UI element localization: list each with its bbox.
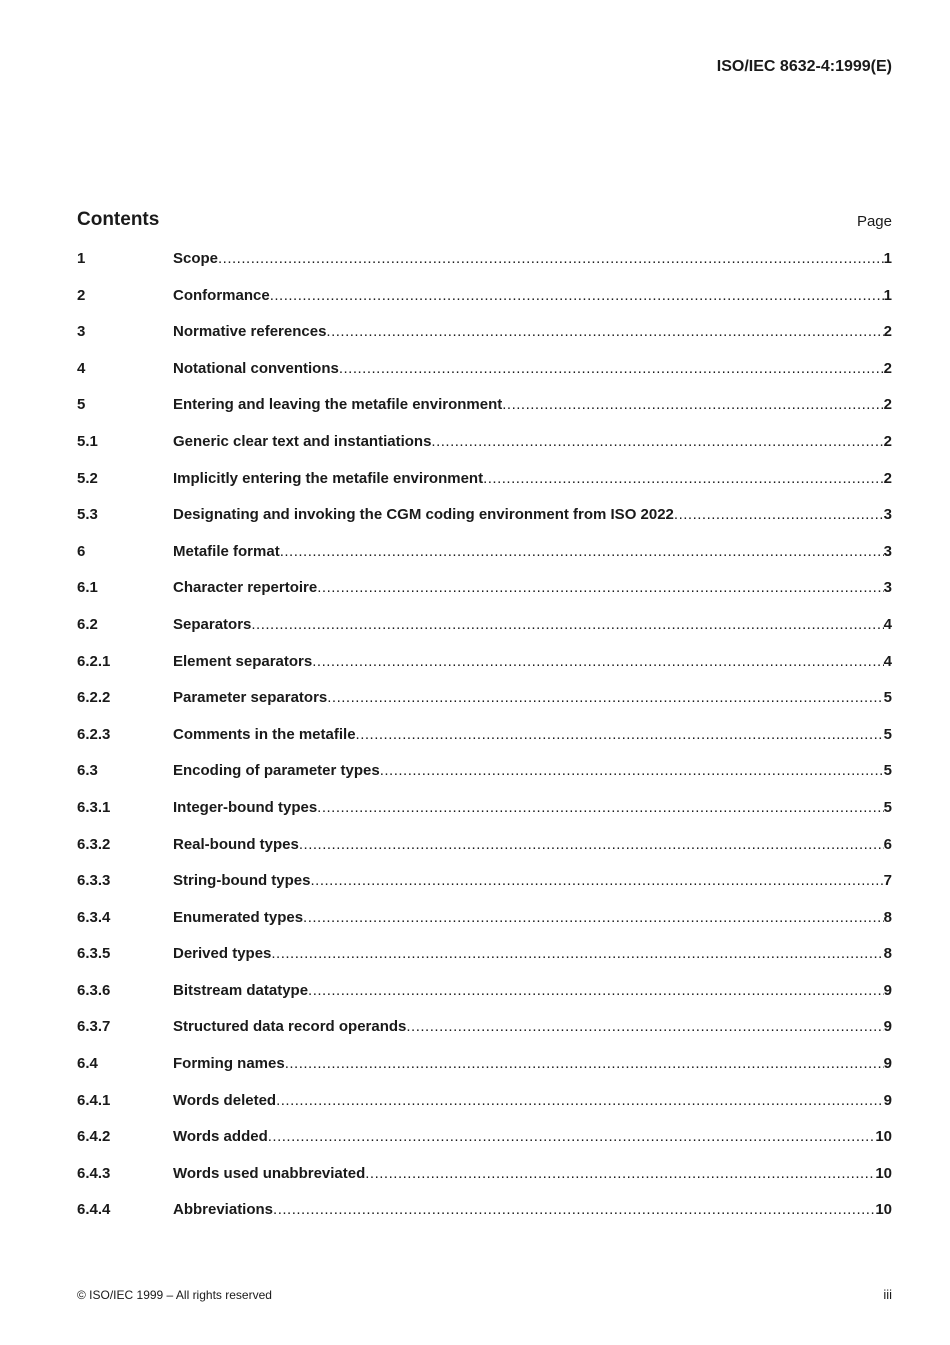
toc-entry-title[interactable]: Notational conventions [173,359,339,377]
toc-entry-page[interactable]: 9 [883,981,892,999]
toc-entry[interactable] [77,1165,892,1202]
toc-entry-title[interactable]: Forming names [173,1055,285,1073]
toc-entry-title-group [173,250,884,267]
toc-entry-title-group [173,543,884,560]
toc-entry-page[interactable]: 1 [883,250,892,267]
toc-entry-number: 5.1 [77,432,98,450]
dot-leader [356,726,884,743]
toc-entry-number: 6.3.3 [77,872,111,890]
toc-entry[interactable] [77,360,892,397]
dot-leader [431,433,883,450]
dot-leader [339,360,884,377]
toc-entry-number: 5.3 [77,506,98,524]
toc-entry-title-group [173,287,884,304]
toc-entry-page[interactable]: 10 [875,1128,892,1146]
toc-entry-title-group [173,762,884,779]
toc-entry-title-group [173,799,884,816]
dot-leader [674,506,884,523]
toc-entry-number: 6.2.3 [77,725,111,743]
toc-entry-page[interactable]: 5 [883,725,892,743]
toc-entry-title-group [173,689,884,706]
toc-entry-title-group [173,1055,884,1072]
toc-entry[interactable] [77,287,892,324]
dot-leader [299,836,884,853]
page-column-label: Page [856,213,892,230]
toc-entry-title[interactable]: Parameter separators [173,689,328,707]
dot-leader [317,799,883,816]
dot-leader [406,1018,883,1035]
toc-entry-number: 6.3 [77,762,98,780]
toc-entry-title[interactable]: Enumerated types [173,908,304,926]
dot-leader [270,287,884,304]
toc-entry-title-group [173,653,884,670]
toc-entry-page[interactable]: 9 [883,1055,892,1073]
toc-entry-title[interactable]: Bitstream datatype [173,981,309,999]
toc-entry-page[interactable]: 3 [883,506,892,524]
toc-entry-page[interactable]: 2 [883,323,892,341]
toc-entry[interactable] [77,799,892,836]
document-identifier: ISO/IEC 8632-4:1999(E) [716,58,892,75]
toc-entry-title-group [173,1165,875,1182]
toc-entry-number: 6.1 [77,579,98,597]
toc-entry-title[interactable]: Real-bound types [173,835,299,853]
page-number: iii [883,1287,892,1302]
toc-entry-page[interactable]: 5 [883,762,892,780]
toc-entry[interactable] [77,433,892,470]
toc-entry-title-group [173,982,884,999]
toc-entry-title[interactable]: Metafile format [173,542,280,560]
toc-entry-title[interactable]: Words added [173,1128,268,1146]
toc-entry-number: 6.4.1 [77,1091,111,1109]
toc-entry-number: 6.4.3 [77,1164,111,1182]
toc-entry-title[interactable]: Designating and invoking the CGM coding environment from ISO 2022 [173,506,674,524]
toc-entry-title[interactable]: String-bound types [173,872,311,890]
toc-entry[interactable] [77,1092,892,1129]
dot-leader [276,1092,884,1109]
dot-leader [303,909,884,926]
toc-entry-number: 6.4 [77,1055,98,1073]
table-of-contents [77,250,892,1238]
toc-entry-title[interactable]: Character repertoire [173,579,318,597]
toc-entry-number: 6.4.4 [77,1201,111,1219]
toc-entry-title-group [173,323,884,340]
toc-entry[interactable] [77,762,892,799]
toc-entry-page[interactable]: 8 [883,945,892,963]
toc-entry[interactable] [77,1201,892,1238]
toc-entry-page[interactable]: 4 [883,615,892,633]
toc-entry-page[interactable]: 2 [883,432,892,450]
toc-entry-number: 2 [77,286,86,304]
toc-entry[interactable] [77,982,892,1019]
toc-entry-title-group [173,470,884,487]
toc-entry-title[interactable]: Entering and leaving the metafile environment [173,396,503,414]
toc-entry-page[interactable]: 5 [883,689,892,707]
toc-entry-title[interactable]: Encoding of parameter types [173,762,380,780]
toc-entry-number: 6 [77,542,86,560]
contents-heading: Contents [77,209,160,230]
toc-entry-page[interactable]: 2 [883,359,892,377]
toc-entry-title-group [173,945,884,962]
toc-entry-title-group [173,1018,884,1035]
toc-entry[interactable] [77,872,892,909]
toc-entry-page[interactable]: 10 [875,1164,892,1182]
toc-entry-page[interactable]: 3 [883,579,892,597]
toc-entry-page[interactable]: 5 [883,798,892,816]
toc-entry-title-group [173,1128,875,1145]
toc-entry[interactable] [77,396,892,433]
toc-entry-title[interactable]: Integer-bound types [173,798,318,816]
toc-entry-title-group [173,396,884,413]
toc-entry-page[interactable]: 1 [883,286,892,304]
toc-entry-title-group [173,726,884,743]
toc-entry[interactable] [77,653,892,690]
toc-entry-title-group [173,909,884,926]
toc-entry-number: 6.2.2 [77,689,111,707]
toc-entry-number: 6.3.5 [77,945,111,963]
toc-entry-title-group [173,579,884,596]
dot-leader [311,872,884,889]
toc-entry[interactable] [77,506,892,543]
toc-entry-number: 6.4.2 [77,1128,111,1146]
dot-leader [308,982,884,999]
toc-entry-title-group [173,506,884,523]
toc-entry[interactable] [77,836,892,873]
toc-entry-number: 6.3.6 [77,981,111,999]
toc-entry-title[interactable]: Comments in the metafile [173,725,356,743]
toc-entry-title-group [173,1092,884,1109]
toc-entry-title[interactable]: Conformance [173,286,270,304]
dot-leader [502,396,883,413]
toc-entry-page[interactable]: 2 [883,469,892,487]
toc-entry-page[interactable]: 7 [883,872,892,890]
toc-entry-title[interactable]: Normative references [173,323,327,341]
toc-entry-page[interactable]: 6 [883,835,892,853]
dot-leader [271,945,883,962]
dot-leader [268,1128,876,1145]
toc-entry[interactable] [77,250,892,287]
toc-entry[interactable] [77,726,892,763]
toc-entry[interactable] [77,616,892,653]
toc-entry-title-group [173,433,884,450]
toc-entry[interactable] [77,1018,892,1055]
toc-entry-title[interactable]: Structured data record operands [173,1018,407,1036]
toc-entry[interactable] [77,323,892,360]
toc-entry[interactable] [77,1128,892,1165]
dot-leader [380,762,884,779]
dot-leader [285,1055,884,1072]
toc-entry-number: 1 [77,250,86,267]
toc-entry-title[interactable]: Element separators [173,652,313,670]
toc-entry-title-group [173,836,884,853]
toc-entry-page[interactable]: 3 [883,542,892,560]
toc-entry[interactable] [77,1055,892,1092]
dot-leader [273,1201,875,1218]
toc-entry-title-group [173,360,884,377]
toc-entry-page[interactable]: 10 [875,1201,892,1219]
toc-entry-page[interactable]: 2 [883,396,892,414]
copyright-notice: © ISO/IEC 1999 – All rights reserved [77,1288,272,1302]
toc-entry-title-group [173,616,884,633]
dot-leader [327,689,883,706]
toc-entry[interactable] [77,579,892,616]
toc-entry[interactable] [77,470,892,507]
toc-entry-number: 6.3.2 [77,835,111,853]
toc-entry-title[interactable]: Scope [173,250,219,267]
toc-entry-title[interactable]: Words used unabbreviated [173,1164,366,1182]
toc-entry-page[interactable]: 8 [883,908,892,926]
toc-entry-page[interactable]: 9 [883,1091,892,1109]
dot-leader [251,616,883,633]
toc-entry-title-group [173,1201,875,1218]
toc-entry[interactable] [77,945,892,982]
toc-entry-title[interactable]: Abbreviations [173,1201,274,1219]
toc-entry-title[interactable]: Words deleted [173,1091,277,1109]
toc-entry-number: 4 [77,359,86,377]
toc-entry-title[interactable]: Separators [173,615,252,633]
toc-entry-title-group [173,872,884,889]
dot-leader [483,470,884,487]
toc-entry[interactable] [77,689,892,726]
toc-entry-number: 6.2 [77,615,98,633]
toc-entry-title[interactable]: Implicitly entering the metafile environment [173,469,484,487]
toc-entry-title[interactable]: Derived types [173,945,272,963]
dot-leader [326,323,883,340]
dot-leader [280,543,884,560]
toc-entry-page[interactable]: 9 [883,1018,892,1036]
toc-entry-number: 6.2.1 [77,652,111,670]
toc-entry[interactable] [77,543,892,580]
toc-entry-number: 3 [77,323,86,341]
toc-entry-number: 6.3.1 [77,798,111,816]
dot-leader [218,250,884,267]
toc-entry-number: 6.3.7 [77,1018,111,1036]
toc-entry-number: 5.2 [77,469,98,487]
toc-entry-page[interactable]: 4 [883,652,892,670]
dot-leader [317,579,883,596]
toc-entry-number: 6.3.4 [77,908,111,926]
toc-entry-title[interactable]: Generic clear text and instantiations [173,432,432,450]
toc-entry-number: 5 [77,396,86,414]
toc-entry[interactable] [77,909,892,946]
dot-leader [312,653,883,670]
dot-leader [365,1165,875,1182]
